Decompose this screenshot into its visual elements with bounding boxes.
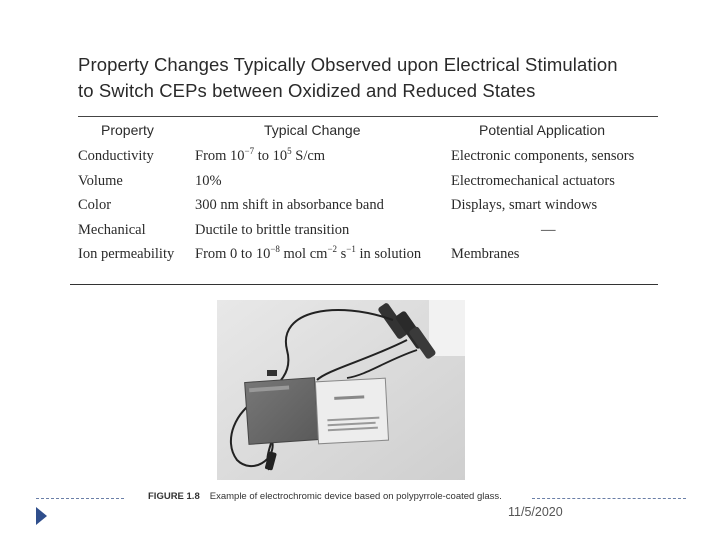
cell-application: Electronic components, sensors (451, 148, 635, 164)
table-row (78, 197, 678, 222)
property-table (78, 148, 678, 271)
cell-change: 300 nm shift in absorbance band (195, 197, 384, 213)
footer-date: 11/5/2020 (508, 505, 563, 519)
table-row (78, 173, 678, 198)
cell-change-text: to 10 (254, 148, 288, 164)
figure-label: FIGURE 1.8 (148, 491, 200, 502)
triangle-bullet-icon (36, 507, 47, 525)
cell-change: 10% (195, 172, 222, 189)
cell-property: Ion permeability (78, 246, 175, 262)
cell-application: Displays, smart windows (451, 197, 598, 213)
cell-change-text: in solution (355, 246, 422, 262)
cell-change-text: S/cm (291, 148, 326, 164)
cell-property: Volume (78, 172, 123, 189)
slide-title (78, 52, 678, 104)
table-top-rule (78, 116, 658, 117)
cell-property: Conductivity (78, 148, 154, 164)
cell-change (195, 246, 421, 263)
figure-caption-text: Example of electrochromic device based on polypyrrole-coated glass. (209, 491, 502, 502)
cell-property: Mechanical (78, 221, 146, 238)
table-row (78, 222, 678, 247)
cell-application: Electromechanical actuators (451, 172, 615, 189)
cell-change-text: s (337, 246, 347, 262)
slide-title-line-2: to Switch CEPs between Oxidized and Reduced States (78, 80, 536, 101)
superscript: −2 (327, 244, 338, 255)
figure-caption (148, 491, 502, 502)
cell-property: Color (78, 197, 112, 213)
cell-change (195, 148, 325, 165)
cell-change-text: From 10 (195, 148, 245, 164)
column-header-application: Potential Application (479, 122, 606, 138)
column-header-typical-change: Typical Change (264, 122, 361, 138)
table-row (78, 148, 678, 173)
device-photo (217, 300, 465, 480)
cell-application: — (541, 221, 556, 238)
table-row (78, 246, 678, 271)
superscript: −8 (270, 244, 280, 255)
table-bottom-rule (70, 284, 658, 285)
column-header-property: Property (101, 122, 154, 138)
superscript: 5 (287, 146, 292, 157)
slide-title-line-1: Property Changes Typically Observed upon Electrical Stimulation (78, 54, 618, 75)
cell-change-text: mol cm (279, 246, 328, 262)
cell-change-text: From 0 to 10 (195, 246, 271, 262)
cell-change: Ductile to brittle transition (195, 221, 350, 238)
footer-dashed-line-right (532, 498, 686, 499)
footer-dashed-line-left (36, 498, 124, 499)
cell-application: Membranes (451, 246, 520, 262)
superscript: −7 (244, 146, 255, 157)
superscript: −1 (346, 244, 356, 255)
